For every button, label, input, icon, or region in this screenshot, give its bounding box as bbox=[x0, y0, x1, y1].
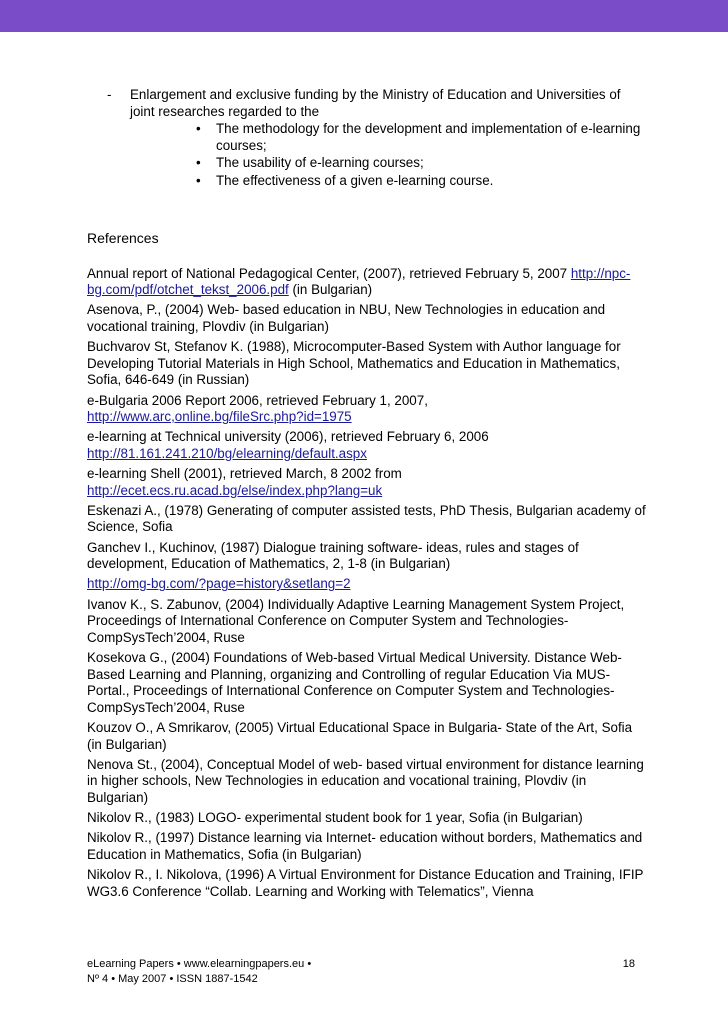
bullet-icon: • bbox=[196, 172, 201, 188]
reference-item: Nenova St., (2004), Conceptual Model of web- based virtual environment for distance learning in higher schools, New Technologies in education and vocational training, Plovdiv (in Bulgarian) bbox=[87, 756, 644, 805]
page-number: 18 bbox=[622, 958, 635, 970]
bullet-icon: • bbox=[196, 121, 201, 137]
reference-link[interactable]: http://www.arc,online.bg/fileSrc.php?id=1975 bbox=[87, 409, 352, 425]
reference-link[interactable]: http://omg-bg.com/?page=history&setlang=2 bbox=[87, 576, 351, 592]
bullet-item: • The methodology for the development and implementation of e-learning courses; bbox=[196, 121, 641, 153]
top-color-band bbox=[0, 0, 728, 32]
reference-item: Ivanov K., S. Zabunov, (2004) Individually Adaptive Learning Management System Project, Proceedings of International Conference on Computer System and Technologies-CompSysTech’2004, Ruse bbox=[87, 596, 625, 645]
reference-link[interactable]: http://81.161.241.210/bg/elearning/default.aspx bbox=[87, 445, 367, 461]
footer-line-1: eLearning Papers • www.elearningpapers.eu • bbox=[87, 958, 312, 970]
page-content bbox=[87, 87, 647, 904]
footer-line-2: Nº 4 • May 2007 • ISSN 1887-1542 bbox=[87, 973, 258, 985]
page-footer bbox=[87, 957, 647, 987]
reference-link[interactable]: http://npc-bg.com/pdf/otchet_tekst_2006.pdf bbox=[87, 265, 631, 298]
reference-item: Eskenazi A., (1978) Generating of computer assisted tests, PhD Thesis, Bulgarian academy of Science, Sofia bbox=[87, 502, 646, 535]
reference-item: Ganchev I., Kuchinov, (1987) Dialogue training software- ideas, rules and stages of development, Education of Mathematics, 2, 1-8 (in Bulgarian) bbox=[87, 539, 579, 572]
bullet-icon: • bbox=[196, 155, 201, 171]
reference-item: Kouzov O., A Smrikarov, (2005) Virtual Educational Space in Bulgaria- State of the Art, Sofia (in Bulgarian) bbox=[87, 719, 633, 752]
reference-item: Kosekova G., (2004) Foundations of Web-based Virtual Medical University. Distance Web-Based Learning and Planning, organizing and Controlling of regular Education Via MUS-Portal., Proceedings of International Conference on Computer System and Technologies-CompSysTech’2004, Ruse bbox=[87, 649, 622, 715]
reference-link[interactable]: http://ecet.ecs.ru.acad.bg/else/index.php?lang=uk bbox=[87, 482, 383, 498]
reference-item: Nikolov R., (1983) LOGO- experimental student book for 1 year, Sofia (in Bulgarian) bbox=[87, 810, 583, 826]
reference-item: Nikolov R., (1997) Distance learning via Internet- education without borders, Mathematics and Education in Mathematics, Sofia (in Bulgarian) bbox=[87, 830, 643, 862]
dash-list-item bbox=[87, 87, 647, 190]
reference-item: Buchvarov St, Stefanov K. (1988), Microcomputer-Based System with Author language for Developing Tutorial Materials in High School, Mathematics and Education in Mathematics, Sofia, 646-649 (in Russian) bbox=[87, 339, 621, 388]
references-list bbox=[87, 266, 647, 901]
bullet-list bbox=[130, 121, 647, 189]
reference-item: e-Bulgaria 2006 Report 2006, retrieved February 1, 2007, http://www.arc,online.bg/fileSrc.php?id=1975 bbox=[87, 392, 428, 425]
references-heading: References bbox=[87, 229, 159, 246]
reference-item: e-learning at Technical university (2006), retrieved February 6, 2006 http://81.161.241.210/bg/elearning/default.aspx bbox=[87, 429, 489, 461]
dash-marker: - bbox=[107, 87, 112, 102]
reference-item: Nikolov R., I. Nikolova, (1996) A Virtual Environment for Distance Education and Training, IFIP WG3.6 Conference “Collab. Learning and Working with Telematics”, Vienna bbox=[87, 867, 644, 899]
bullet-item: • The usability of e-learning courses; bbox=[196, 155, 424, 171]
bullet-item: • The effectiveness of a given e-learning course. bbox=[196, 172, 494, 188]
reference-item bbox=[87, 576, 647, 593]
reference-item: Annual report of National Pedagogical Center, (2007), retrieved February 5, 2007 http://npc-bg.com/pdf/otchet_tekst_2006.pdf (in Bulgarian) bbox=[87, 265, 631, 298]
reference-item: e-learning Shell (2001), retrieved March, 8 2002 from http://ecet.ecs.ru.acad.bg/else/index.php?lang=uk bbox=[87, 466, 402, 498]
reference-item: Asenova, P., (2004) Web- based education in NBU, New Technologies in education and vocational training, Plovdiv (in Bulgarian) bbox=[87, 302, 606, 334]
dash-item-text: Enlargement and exclusive funding by the Ministry of Education and Universities of joint researches regarded to the bbox=[130, 87, 621, 119]
